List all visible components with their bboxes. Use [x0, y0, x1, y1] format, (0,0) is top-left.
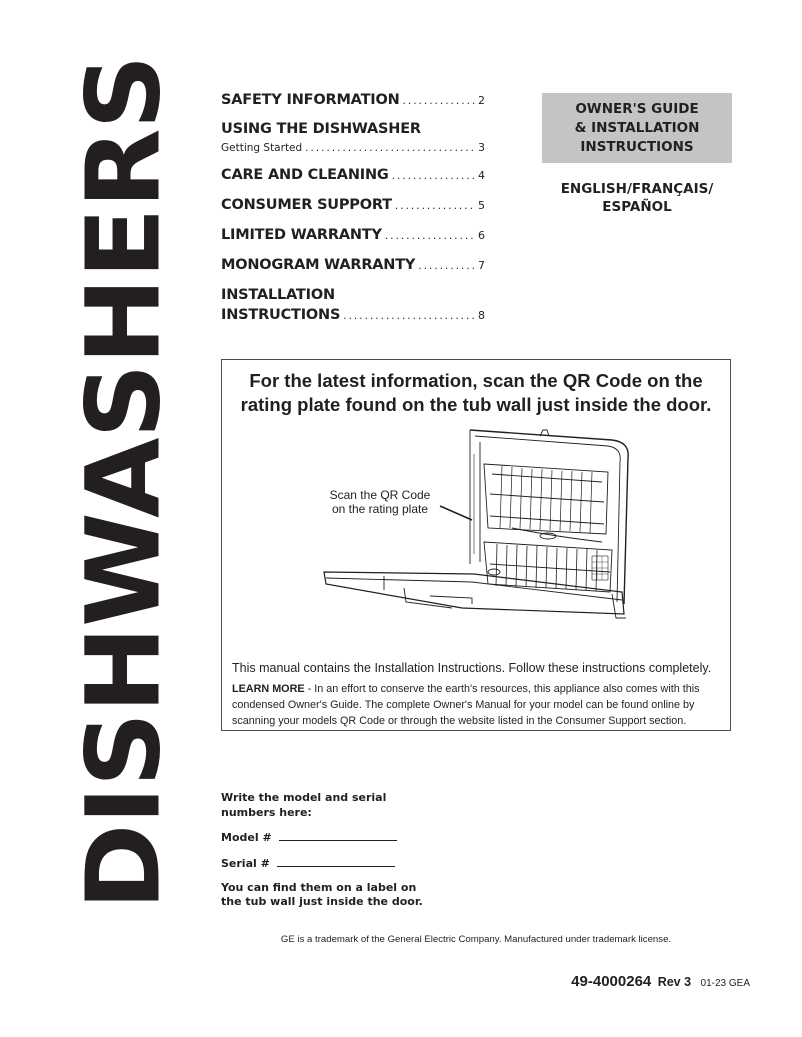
- toc-leader-dots: [343, 310, 476, 322]
- guide-box-line: OWNER'S GUIDE: [575, 100, 699, 117]
- dishwasher-illustration: [312, 424, 642, 624]
- scan-label-line: on the rating plate: [331, 502, 429, 516]
- table-of-contents: [221, 90, 485, 327]
- vertical-title-text: DISHWASHERS: [63, 55, 183, 910]
- learn-more-label: LEARN MORE: [232, 683, 305, 695]
- toc-label: USING THE DISHWASHER: [221, 121, 421, 137]
- intro-line: Write the model and serial: [221, 791, 387, 804]
- toc-leader-dots: [403, 95, 476, 107]
- toc-page-number: 6: [478, 229, 485, 242]
- toc-leader-dots: [395, 200, 476, 212]
- model-number-blank[interactable]: [279, 829, 397, 841]
- toc-label: MONOGRAM WARRANTY: [221, 257, 416, 273]
- doc-number: 49-4000264: [571, 973, 652, 990]
- toc-item-safety-information[interactable]: [221, 92, 485, 114]
- toc-item-limited-warranty[interactable]: [221, 227, 485, 249]
- model-number-label: Model #: [221, 831, 272, 844]
- model-serial-intro: [221, 790, 431, 820]
- owners-guide-box: [542, 93, 732, 163]
- vertical-title-dishwashers: [63, 55, 183, 910]
- toc-label: CONSUMER SUPPORT: [221, 197, 392, 213]
- learn-more-text: - In an effort to conserve the earth's resources, this appliance also comes with this condensed Owner's Guide. The complete Owner's Manual for your model can be found online by scanning your models QR Code or through the website listed in the Consumer Support section.: [232, 683, 700, 727]
- trademark-notice: GE is a trademark of the General Electric Company. Manufactured under trademark license.: [280, 934, 672, 945]
- toc-leader-dots: [418, 260, 476, 272]
- toc-leader-dots: [305, 142, 476, 154]
- doc-date-code: 01-23 GEA: [700, 978, 750, 989]
- qr-heading-line: For the latest information, scan the QR Code on the: [249, 370, 703, 391]
- toc-item-monogram-warranty[interactable]: [221, 257, 485, 279]
- label-location-hint: [221, 881, 431, 909]
- hint-line: You can find them on a label on: [221, 881, 417, 894]
- scan-label-line: Scan the QR Code: [329, 488, 431, 502]
- toc-page-number: 3: [478, 141, 485, 154]
- guide-box-line: INSTRUCTIONS: [580, 138, 694, 155]
- serial-number-field[interactable]: [221, 855, 431, 871]
- toc-label: Getting Started: [221, 142, 303, 154]
- languages-line: ESPAÑOL: [602, 199, 672, 215]
- learn-more-paragraph: [232, 681, 724, 729]
- toc-page-number: 2: [478, 94, 485, 107]
- serial-number-label: Serial #: [221, 857, 270, 870]
- qr-heading: [222, 369, 730, 417]
- scan-qr-code-label: [320, 488, 440, 516]
- toc-page-number: 7: [478, 259, 485, 272]
- languages-line: ENGLISH/FRANÇAIS/: [560, 181, 714, 197]
- document-number: [571, 973, 750, 991]
- hint-line: the tub wall just inside the door.: [221, 895, 423, 908]
- toc-item-consumer-support[interactable]: [221, 197, 485, 219]
- qr-heading-line: rating plate found on the tub wall just inside the door.: [240, 394, 712, 415]
- toc-label: INSTRUCTIONS: [221, 307, 341, 323]
- toc-item-care-and-cleaning[interactable]: [221, 167, 485, 189]
- toc-item-installation-instructions[interactable]: [221, 307, 485, 327]
- toc-item-using-the-dishwasher[interactable]: [221, 121, 485, 141]
- toc-page-number: 8: [478, 309, 485, 322]
- toc-label: CARE AND CLEANING: [221, 167, 389, 183]
- toc-page-number: 4: [478, 169, 485, 182]
- guide-box-line: & INSTALLATION: [574, 119, 700, 136]
- toc-label: LIMITED WARRANTY: [221, 227, 382, 243]
- serial-number-blank[interactable]: [277, 855, 395, 867]
- toc-page-number: 5: [478, 199, 485, 212]
- intro-line: numbers here:: [221, 806, 312, 819]
- toc-leader-dots: [385, 230, 476, 242]
- toc-leader-dots: [392, 170, 476, 182]
- toc-label: INSTALLATION: [221, 287, 335, 303]
- toc-label: SAFETY INFORMATION: [221, 92, 400, 108]
- qr-code-info-box: [221, 359, 731, 731]
- manual-contents-note: This manual contains the Installation Instructions. Follow these instructions completely.: [232, 661, 712, 675]
- toc-item-getting-started[interactable]: [221, 141, 485, 159]
- model-serial-section: [221, 790, 431, 909]
- toc-item-installation[interactable]: [221, 287, 485, 307]
- doc-revision: Rev 3: [657, 975, 692, 989]
- languages-label: [542, 180, 732, 216]
- model-number-field[interactable]: [221, 829, 431, 845]
